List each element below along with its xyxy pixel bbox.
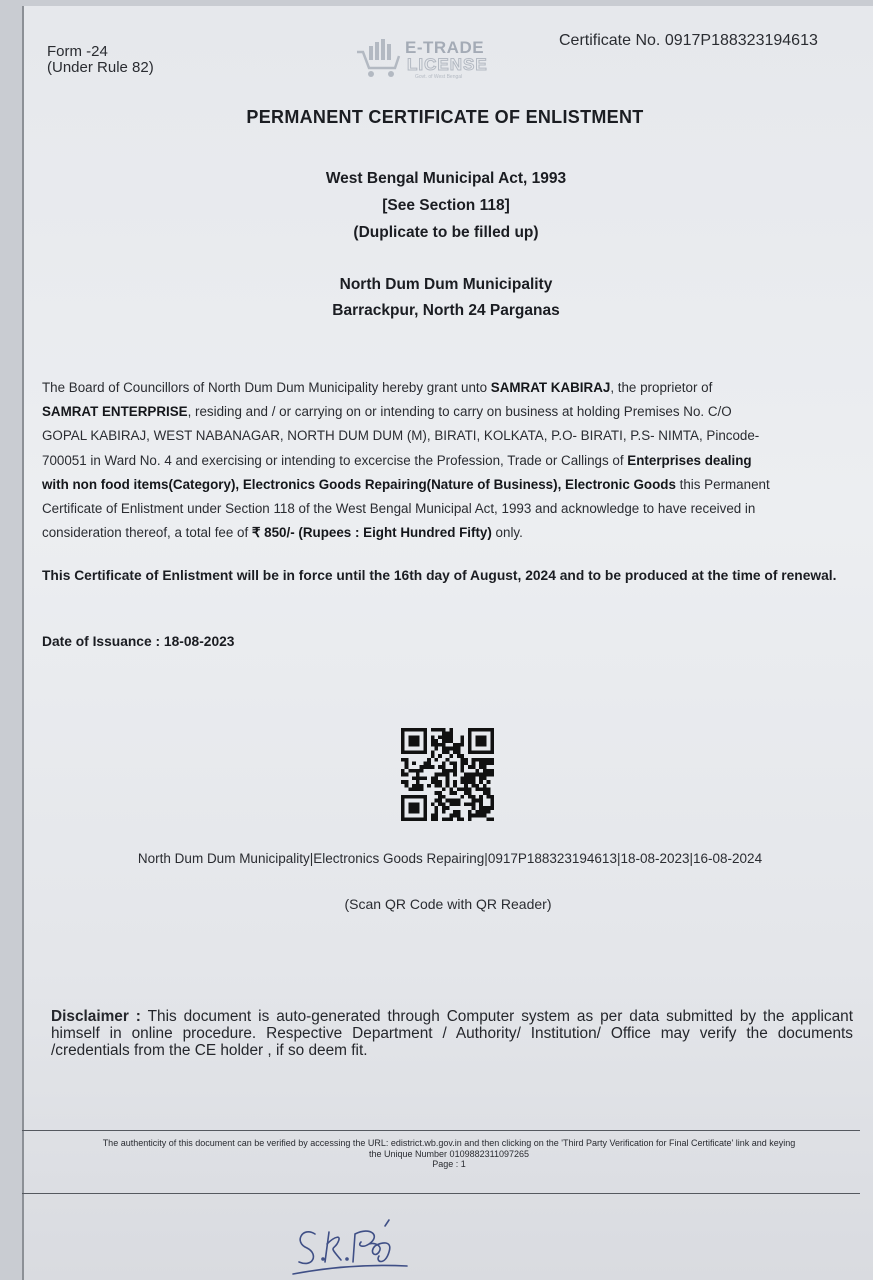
grant-paragraph: The Board of Councillors of North Dum Dum Municipality hereby grant unto SAMRAT KABIRAJ, the proprietor of SAMRAT ENTERPRISE, residing and / or carrying on or intending to carry on business at holding Premises No. C/O GOPAL KABIRAJ, WEST NABANAGAR, NORTH DUM DUM (M), BIRATI, KOLKATA, P.O- BIRATI, P.S- NIMTA, Pincode- 700051 in Ward No. 4 and exercising or intending to excercise the Profession, Trade or Callings of Enterprises dealing with non food items(Category), Electronics Goods Repairing(Nature of Business), Electronic Goods this Permanent Certificate of Enlistment under Section 118 of the West Bengal Municipal Act, 1993 and acknowledge to have received in consideration thereof, a total fee of ₹ 850/- (Rupees : Eight Hundred Fifty) only. <box>42 380 770 541</box>
act-section: [See Section 118] <box>382 197 510 214</box>
certificate-number: Certificate No. 0917P188323194613 <box>559 32 818 49</box>
fee-amount: ₹ 850/- (Rupees : Eight Hundred Fifty) <box>251 525 492 541</box>
disclaimer: Disclaimer : This document is auto-generated through Computer system as per data submitted by the applicant himself in online procedure. Respective Department / Authority/ Institution/ Office may verify the documents /credentials from the CE holder , if so deem fit. <box>51 1008 854 1059</box>
proprietor-name: SAMRAT KABIRAJ <box>490 380 611 395</box>
document-title: PERMANENT CERTIFICATE OF ENLISTMENT <box>246 107 644 127</box>
act-name: West Bengal Municipal Act, 1993 <box>325 170 567 187</box>
municipality-location: Barrackpur, North 24 Parganas <box>332 302 560 319</box>
qr-code <box>401 728 494 821</box>
footer-divider-top <box>22 1130 860 1131</box>
disclaimer-label: Disclaimer : <box>51 1008 141 1025</box>
page-number: Page : 1 <box>432 1159 466 1169</box>
qr-data-text: North Dum Dum Municipality|Electronics Goods Repairing|0917P188323194613|18-08-2023|16-08-2024 <box>137 851 763 866</box>
validity-statement: This Certificate of Enlistment will be in force until the 16th day of August, 2024 and to be produced at the time of renewal. <box>42 568 837 583</box>
business-category: with non food items(Category), Electronics Goods Repairing(Nature of Business), Electronic Goods <box>42 476 676 492</box>
municipality-name: North Dum Dum Municipality <box>339 276 553 293</box>
enterprise-name: SAMRAT ENTERPRISE <box>42 404 188 420</box>
footer-divider-bottom <box>22 1193 860 1194</box>
cart-chart-icon <box>355 38 401 80</box>
qr-scan-note: (Scan QR Code with QR Reader) <box>344 896 552 912</box>
issuance-date: Date of Issuance : 18-08-2023 <box>42 634 235 649</box>
form-number: Form -24 (Under Rule 82) <box>47 43 154 76</box>
duplicate-note: (Duplicate to be filled up) <box>353 224 539 241</box>
handwritten-signature <box>285 1212 415 1278</box>
etrade-license-logo: E-TRADE LICENSE Govt. of West Bengal <box>355 38 495 82</box>
verification-footer: The authenticity of this document can be verified by accessing the URL: edistrict.wb.gov.in and then clicking on the 'Third Party Verification for Final Certificate' link and keying the Unique Number 0109882311097265 Page : 1 <box>30 1138 868 1170</box>
